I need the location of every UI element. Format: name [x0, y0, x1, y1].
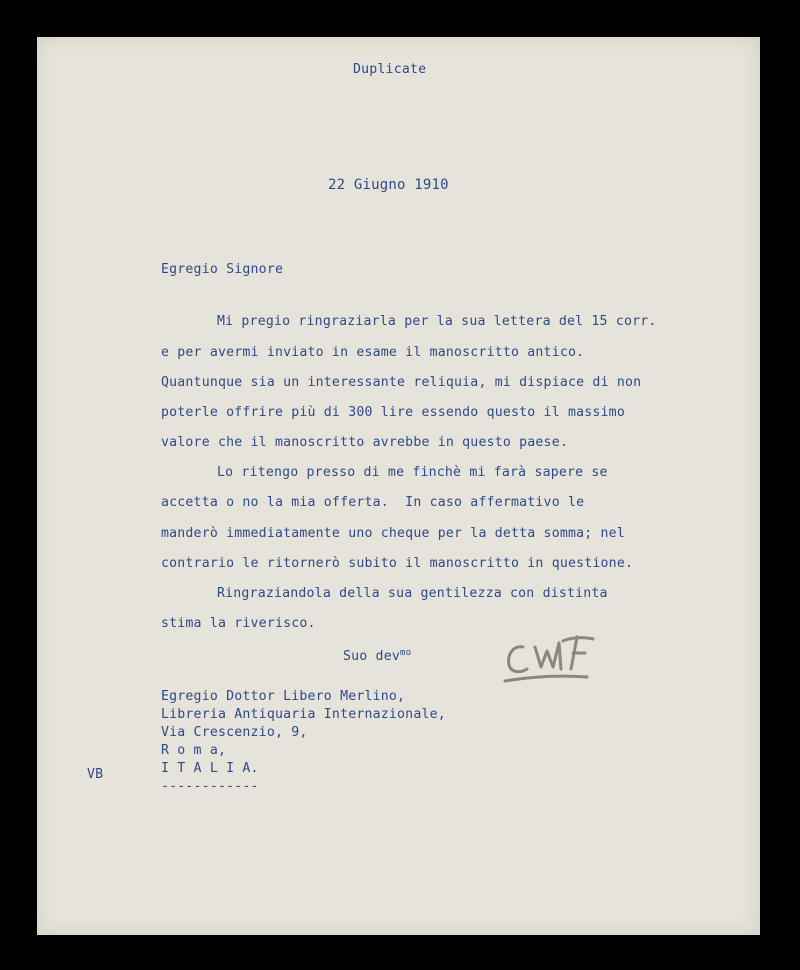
duplicate-label: Duplicate [353, 62, 427, 77]
body-line: Quantunque sia un interessante reliquia, mi dispiace di non [161, 375, 642, 390]
address-line: R o m a, [161, 743, 227, 758]
closing [343, 649, 411, 663]
body-line: contrario le ritornerò subito il manoscritto in questione. [161, 556, 634, 571]
body-line: poterle offrire più di 300 lire essendo questo il massimo [161, 405, 625, 420]
letter-date: 22 Giugno 1910 [328, 177, 449, 193]
address-line: Libreria Antiquaria Internazionale, [161, 707, 446, 722]
body-line: e per avermi inviato in esame il manoscritto antico. [161, 345, 585, 360]
closing-superscript: mo [399, 648, 412, 658]
body-line: stima la riverisco. [161, 616, 316, 631]
body-line: accetta o no la mia offerta. In caso affermativo le [161, 495, 585, 510]
body-line: Ringraziandola della sua gentilezza con distinta [217, 586, 608, 601]
address-line: Egregio Dottor Libero Merlino, [161, 689, 406, 704]
body-line: Mi pregio ringraziarla per la sua lettera del 15 corr. [217, 314, 657, 329]
body-line: valore che il manoscritto avrebbe in questo paese. [161, 435, 568, 450]
closing-text: Suo dev [343, 649, 400, 664]
salutation: Egregio Signore [161, 262, 284, 277]
handwritten-signature [499, 617, 599, 687]
body-line: Lo ritengo presso di me finchè mi farà sapere se [217, 465, 608, 480]
body-line: manderò immediatamente uno cheque per la detta somma; nel [161, 526, 625, 541]
typist-initials: VB [87, 767, 104, 782]
address-line: I T A L I A. [161, 761, 259, 776]
address-underline: ------------ [161, 779, 259, 794]
letter-page [37, 37, 760, 935]
address-line: Via Crescenzio, 9, [161, 725, 308, 740]
